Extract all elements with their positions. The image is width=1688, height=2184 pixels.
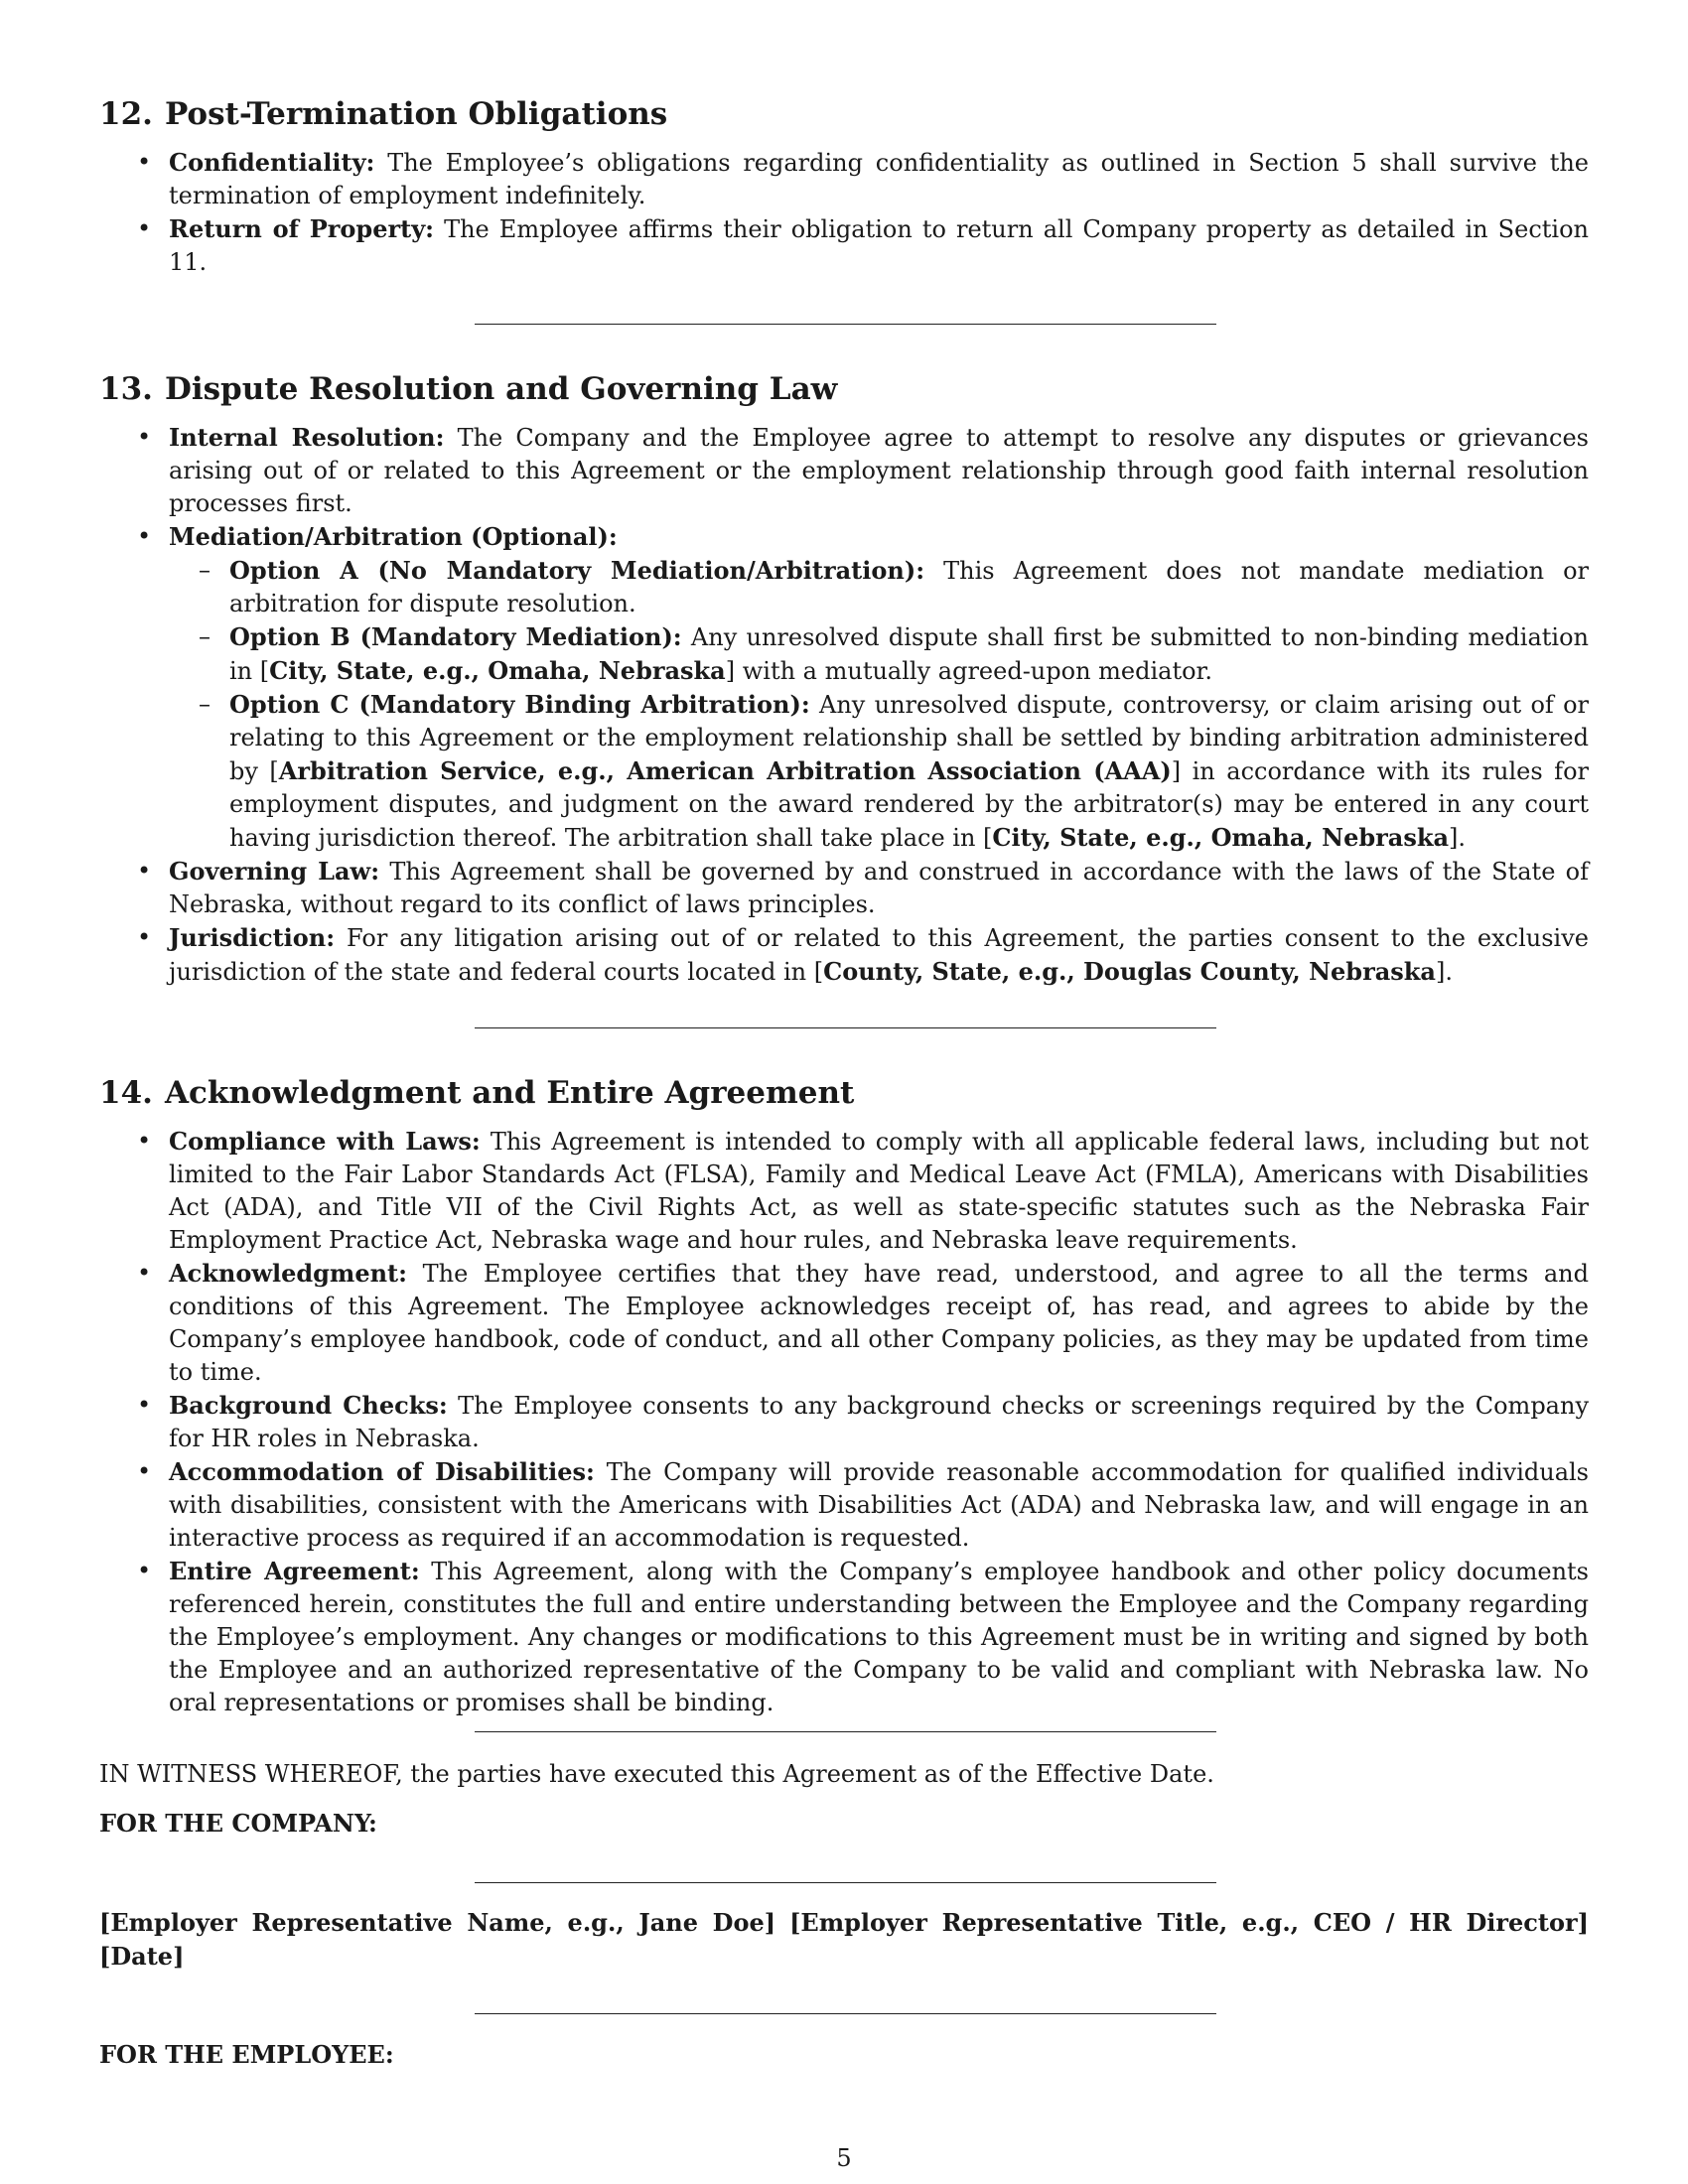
section-13 (99, 371, 1589, 989)
bullet-icon: • (137, 923, 152, 951)
item-text: This Agreement shall be governed by and construed in accordance with the laws of the State of Nebraska, without regard to its conflict of laws principles. (169, 858, 1589, 918)
option-text: Any unresolved dispute, controversy, or claim arising out of or relating to this Agreement or the employment relationship shall be settled by binding arbitration administered by [ (229, 691, 1589, 785)
option-text: ] in accordance with its rules for employment disputes, and judgment on the award rendered by the arbitrator(s) may be entered in any court having jurisdiction thereof. The arbitration shall take place in [ (229, 757, 1589, 852)
sub-list (169, 554, 1589, 855)
item-text: ]. (1435, 958, 1453, 986)
option-text: Any unresolved dispute shall first be submitted to non-binding mediation in [ (229, 623, 1589, 685)
list-item (99, 1257, 1589, 1389)
bullet-list (99, 146, 1589, 279)
item-label: Mediation/Arbitration (Optional): (169, 522, 618, 551)
item-text: The Employee certifies that they have read, understood, and agree to all the terms and conditions of this Agreement. The Employee acknowledges receipt of, has read, and agrees to abide by the Company’s employee handbook, code of conduct, and all other Company policies, as they may be updated from time to time. (169, 1260, 1589, 1386)
dash-icon: – (199, 556, 211, 584)
bullet-icon: • (137, 1259, 152, 1287)
item-text: This Agreement, along with the Company’s employee handbook and other policy documents referenced herein, constitutes the full and entire understanding between the Employee and the Company regarding the Employee’s employment. Any changes or modifications to this Agreement must be in writing and signed by both the Employee and an authorized representative of the Company to be valid and compliant with Nebraska law. No oral representations or promises shall be binding. (169, 1558, 1589, 1716)
section-divider (475, 324, 1216, 325)
item-label: Return of Property: (169, 214, 435, 243)
item-label: Jurisdiction: (169, 923, 336, 952)
sub-list-item (169, 554, 1589, 620)
bullet-icon: • (137, 214, 152, 242)
bullet-list (99, 421, 1589, 989)
bullet-list (99, 1125, 1589, 1719)
bullet-icon: • (137, 1127, 152, 1155)
section-14 (99, 1075, 1589, 1719)
section-number: 14. (99, 1075, 153, 1111)
item-text: The Employee consents to any background checks or screenings required by the Company for HR roles in Nebraska. (169, 1392, 1590, 1452)
employee-signature-label (99, 2038, 1589, 2072)
section-number: 12. (99, 96, 153, 132)
section-title: Post-Termination Obligations (164, 96, 668, 132)
list-item (99, 855, 1589, 921)
option-text: ]. (1449, 824, 1467, 852)
placeholder-text: City, State, e.g., Omaha, Nebraska (269, 656, 726, 685)
section-heading (99, 1075, 1589, 1111)
item-text: The Company will provide reasonable accommodation for qualified individuals with disabilities, consistent with the Americans with Disabilities Act (ADA) and Nebraska law, and will engage in an interactive process as required if an accommodation is requested. (169, 1458, 1589, 1552)
bullet-icon: • (137, 1457, 152, 1485)
bullet-icon: • (137, 522, 152, 550)
section-number: 13. (99, 371, 153, 407)
item-label: Entire Agreement: (169, 1557, 420, 1585)
date-placeholder: [Date] (99, 1942, 185, 1971)
section-divider (475, 1731, 1216, 1732)
bullet-icon: • (137, 1557, 152, 1584)
item-label: Confidentiality: (169, 148, 375, 177)
dash-icon: – (199, 690, 211, 718)
employee-label: FOR THE EMPLOYEE: (99, 2040, 394, 2069)
sub-list-item (169, 620, 1589, 688)
employee-signature-line (475, 2013, 1216, 2014)
placeholder-text: City, State, e.g., Omaha, Nebraska (992, 823, 1450, 852)
witness-statement: IN WITNESS WHEREOF, the parties have executed this Agreement as of the Effective Date. (99, 1760, 1214, 1788)
company-signature-label (99, 1807, 1589, 1841)
item-text: The Employee’s obligations regarding confidentiality as outlined in Section 5 shall survive the termination of employment indefinitely. (169, 149, 1589, 209)
option-label: Option A (No Mandatory Mediation/Arbitration): (229, 556, 925, 585)
list-item (99, 1125, 1589, 1257)
option-label: Option C (Mandatory Binding Arbitration): (229, 690, 810, 719)
option-text: This Agreement does not mandate mediation or arbitration for dispute resolution. (229, 557, 1590, 617)
employer-title-placeholder: [Employer Representative Title, e.g., CEO / HR Director] (789, 1908, 1590, 1937)
item-label: Compliance with Laws: (169, 1127, 481, 1156)
bullet-icon: • (137, 857, 152, 885)
sub-list-item (169, 688, 1589, 855)
bullet-icon: • (137, 423, 152, 451)
item-text: This Agreement is intended to comply with all applicable federal laws, including but not limited to the Fair Labor Standards Act (FLSA), Family and Medical Leave Act (FMLA), Americans with Disabilities Act (ADA), and Title VII of the Civil Rights Act, as well as state-specific statutes such as the Nebraska Fair Employment Practice Act, Nebraska wage and hour rules, and Nebraska leave requirements. (169, 1128, 1589, 1254)
item-label: Governing Law: (169, 857, 380, 886)
list-item (99, 421, 1589, 520)
section-heading (99, 371, 1589, 407)
item-text: For any litigation arising out of or related to this Agreement, the parties consent to the exclusive jurisdiction of the state and federal courts located in [ (169, 924, 1589, 986)
company-label: FOR THE COMPANY: (99, 1809, 377, 1838)
item-label: Background Checks: (169, 1391, 448, 1420)
section-heading (99, 96, 1589, 132)
employer-name-placeholder: [Employer Representative Name, e.g., Jane Doe] (99, 1908, 776, 1937)
section-title: Dispute Resolution and Governing Law (164, 371, 838, 407)
option-label: Option B (Mandatory Mediation): (229, 622, 682, 651)
section-title: Acknowledgment and Entire Agreement (164, 1075, 855, 1111)
placeholder-text: Arbitration Service, e.g., American Arbitration Association (AAA) (278, 756, 1172, 785)
bullet-icon: • (137, 1391, 152, 1419)
list-item (99, 212, 1589, 279)
section-12 (99, 96, 1589, 279)
item-label: Accommodation of Disabilities: (169, 1457, 595, 1486)
list-item (99, 520, 1589, 855)
document-page (99, 0, 1589, 2184)
bullet-icon: • (137, 148, 152, 176)
list-item (99, 1389, 1589, 1455)
list-item (99, 921, 1589, 989)
list-item (99, 1455, 1589, 1555)
item-label: Internal Resolution: (169, 423, 445, 452)
page-number: 5 (836, 2144, 852, 2172)
section-divider (475, 1027, 1216, 1028)
company-signature-line (475, 1882, 1216, 1883)
item-label: Acknowledgment: (169, 1259, 407, 1288)
placeholder-text: County, State, e.g., Douglas County, Nebraska (823, 957, 1436, 986)
item-text: The Company and the Employee agree to attempt to resolve any disputes or grievances arising out of or related to this Agreement or the employment relationship through good faith internal resolution processes first. (169, 424, 1589, 517)
dash-icon: – (199, 622, 211, 650)
employer-signature-block (99, 1906, 1589, 1974)
option-text: ] with a mutually agreed-upon mediator. (725, 657, 1213, 685)
item-text: The Employee affirms their obligation to return all Company property as detailed in Section 11. (169, 215, 1589, 276)
list-item (99, 146, 1589, 212)
list-item (99, 1555, 1589, 1719)
